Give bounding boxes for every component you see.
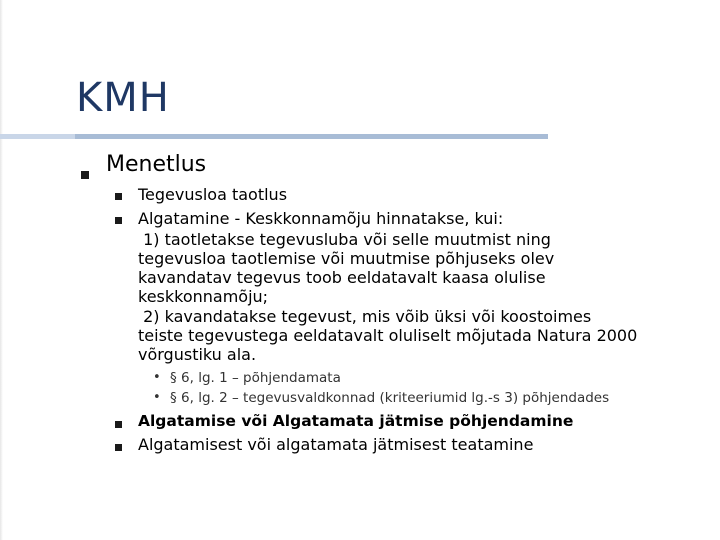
square-bullet-icon: [115, 217, 122, 224]
item-algatamine-line: teiste tegevustega eeldatavalt oluliselt mõjutada Natura 2000: [138, 326, 638, 345]
item-algatamine-line: 2) kavandatakse tegevust, mis võib üksi või koostoimes: [138, 307, 592, 326]
square-bullet-icon: [115, 421, 122, 428]
subitem-paragraph-1: § 6, lg. 1 – põhjendamata: [170, 370, 341, 386]
subitem-paragraph-2: § 6, lg. 2 – tegevusvaldkonnad (kriteeriumid lg.-s 3) põhjendades: [170, 390, 610, 406]
square-bullet-icon: [81, 171, 89, 179]
item-algatamine-line: võrgustiku ala.: [138, 345, 257, 364]
square-bullet-icon: [115, 444, 122, 451]
round-bullet-icon: •: [153, 370, 161, 385]
item-teatamine: Algatamisest või algatamata jätmisest teatamine: [138, 435, 534, 454]
item-algatamine-line: Algatamine - Keskkonnamõju hinnatakse, kui:: [138, 209, 504, 228]
slide-title: KMH: [76, 75, 170, 121]
title-underline: [0, 134, 548, 139]
item-algatamine-line: tegevusloa taotlemise või muutmise põhjuseks olev: [138, 249, 555, 268]
item-algatamine-line: 1) taotletakse tegevusluba või selle muutmist ning: [138, 230, 551, 249]
slide-edge-shade: [0, 0, 3, 540]
item-tegevusloa-taotlus: Tegevusloa taotlus: [138, 185, 288, 204]
item-algatamine-line: kavandatav tegevus toob eeldatavalt kaasa olulise: [138, 268, 546, 287]
square-bullet-icon: [115, 193, 122, 200]
round-bullet-icon: •: [153, 390, 161, 405]
level1-menetlus: Menetlus: [106, 152, 207, 177]
title-underline-accent: [0, 134, 75, 139]
item-algatamine-line: keskkonnamõju;: [138, 287, 269, 306]
item-pohjendamine: Algatamise või Algatamata jätmise põhjendamine: [138, 412, 574, 430]
